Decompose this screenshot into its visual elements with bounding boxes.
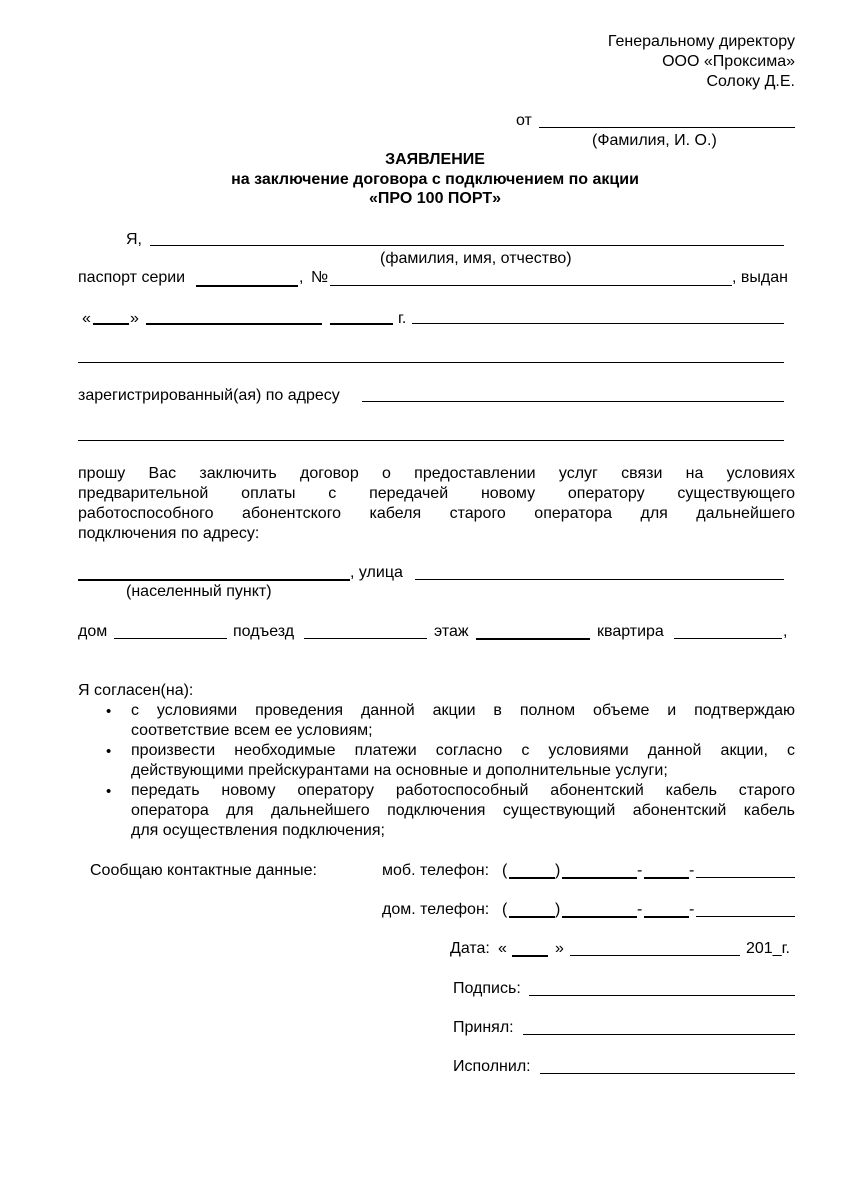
issue-day-line[interactable]: [93, 323, 129, 325]
issued-by-line[interactable]: [412, 323, 784, 324]
date-label: Дата:: [450, 940, 490, 957]
bullet-1: •: [106, 703, 112, 720]
agreement-item-1-line-2: соответствие всем ее условиям;: [131, 722, 373, 739]
home-phone-dash-2: -: [689, 901, 695, 918]
floor-label: этаж: [434, 623, 469, 640]
passport-number-label: №: [311, 269, 329, 286]
date-year-suffix: 201_г.: [746, 940, 790, 957]
home-phone-part3-line[interactable]: [696, 916, 795, 917]
mobile-phone-code-line[interactable]: [509, 877, 555, 879]
i-label: Я,: [126, 231, 142, 248]
agreement-item-3-line-3: для осуществления подключения;: [131, 822, 385, 839]
executed-line[interactable]: [540, 1073, 795, 1074]
street-label: , улица: [350, 564, 403, 581]
date-month-line[interactable]: [570, 955, 740, 956]
house-line[interactable]: [114, 638, 227, 639]
passport-comma: ,: [299, 269, 304, 286]
fullname-line[interactable]: [150, 245, 784, 246]
apartment-label: квартира: [597, 623, 664, 640]
from-caption: (Фамилия, И. О.): [592, 132, 717, 149]
addressee-line2: ООО «Проксима»: [662, 53, 795, 70]
mobile-phone-label: моб. телефон:: [382, 862, 490, 879]
agreement-item-3-line-2: оператора для дальнейшего подключения существующий абонентский кабель: [131, 802, 795, 819]
street-line[interactable]: [415, 579, 784, 580]
mobile-phone-close: ): [555, 862, 561, 879]
title-sub: на заключение договора с подключением по акции: [231, 171, 639, 188]
house-label: дом: [78, 623, 108, 640]
apartment-line[interactable]: [674, 638, 782, 639]
home-phone-code-line[interactable]: [509, 916, 555, 918]
issued-by-line-2[interactable]: [78, 362, 784, 363]
date-close-quote-2: »: [555, 940, 564, 957]
home-phone-dash-1: -: [637, 901, 643, 918]
title-main: ЗАЯВЛЕНИЕ: [385, 151, 485, 168]
issue-year-line[interactable]: [330, 323, 393, 325]
locality-caption: (населенный пункт): [126, 583, 272, 600]
date-day-line[interactable]: [512, 955, 548, 957]
request-line-1: прошу Вас заключить договор о предоставлении услуг связи на условиях: [78, 465, 795, 482]
bullet-3: •: [106, 783, 112, 800]
bullet-2: •: [106, 743, 112, 760]
request-line-4: подключения по адресу:: [78, 525, 260, 542]
passport-number-line[interactable]: [330, 285, 732, 286]
agreement-item-2-line-2: действующими прейскурантами на основные и дополнительные услуги;: [131, 762, 668, 779]
mobile-phone-dash-1: -: [637, 862, 643, 879]
signature-label: Подпись:: [453, 980, 521, 997]
home-phone-open: (: [502, 901, 508, 918]
locality-line[interactable]: [78, 579, 350, 581]
from-label: от: [516, 112, 532, 129]
home-phone-close: ): [555, 901, 561, 918]
agreement-item-3-line-1: передать новому оператору работоспособный абонентский кабель старого: [131, 782, 795, 799]
title-promo: «ПРО 100 ПОРТ»: [369, 190, 501, 207]
home-phone-part1-line[interactable]: [562, 916, 637, 918]
request-line-2: предварительной оплаты с передачей новому оператору существующего: [78, 485, 795, 502]
date-open-quote: «: [82, 310, 91, 327]
mobile-phone-part2-line[interactable]: [644, 877, 689, 879]
registered-label: зарегистрированный(ая) по адресу: [78, 387, 340, 404]
home-phone-part2-line[interactable]: [644, 916, 689, 918]
request-line-3: работоспособного абонентского кабеля старого оператора для дальнейшего: [78, 505, 795, 522]
apartment-comma: ,: [783, 623, 788, 640]
date-open-quote-2: «: [498, 940, 507, 957]
addressee-line3: Солоку Д.Е.: [706, 73, 795, 90]
issue-month-line[interactable]: [146, 323, 322, 325]
signature-line[interactable]: [529, 995, 795, 996]
agreement-item-2-line-1: произвести необходимые платежи согласно с условиями данной акции, с: [131, 742, 795, 759]
mobile-phone-open: (: [502, 862, 508, 879]
entrance-line[interactable]: [304, 638, 427, 639]
contacts-label: Сообщаю контактные данные:: [90, 862, 317, 879]
mobile-phone-part1-line[interactable]: [562, 877, 637, 879]
accepted-label: Принял:: [453, 1019, 514, 1036]
name-caption: (фамилия, имя, отчество): [380, 250, 572, 267]
from-name-line[interactable]: [539, 127, 795, 128]
date-close-quote: »: [130, 310, 139, 327]
executed-label: Исполнил:: [453, 1058, 531, 1075]
issued-label: , выдан: [732, 269, 788, 286]
floor-line[interactable]: [476, 638, 590, 640]
registered-address-line[interactable]: [362, 401, 784, 402]
agreement-heading: Я согласен(на):: [78, 682, 194, 699]
year-label: г.: [398, 310, 407, 327]
agreement-item-1-line-1: с условиями проведения данной акции в полном объеме и подтверждаю: [131, 702, 795, 719]
registered-address-line-2[interactable]: [78, 440, 784, 441]
accepted-line[interactable]: [523, 1034, 795, 1035]
mobile-phone-part3-line[interactable]: [696, 877, 795, 878]
passport-series-line[interactable]: [196, 285, 298, 287]
addressee-line1: Генеральному директору: [607, 33, 795, 50]
mobile-phone-dash-2: -: [689, 862, 695, 879]
home-phone-label: дом. телефон:: [382, 901, 490, 918]
entrance-label: подъезд: [233, 623, 295, 640]
passport-series-label: паспорт серии: [78, 269, 186, 286]
